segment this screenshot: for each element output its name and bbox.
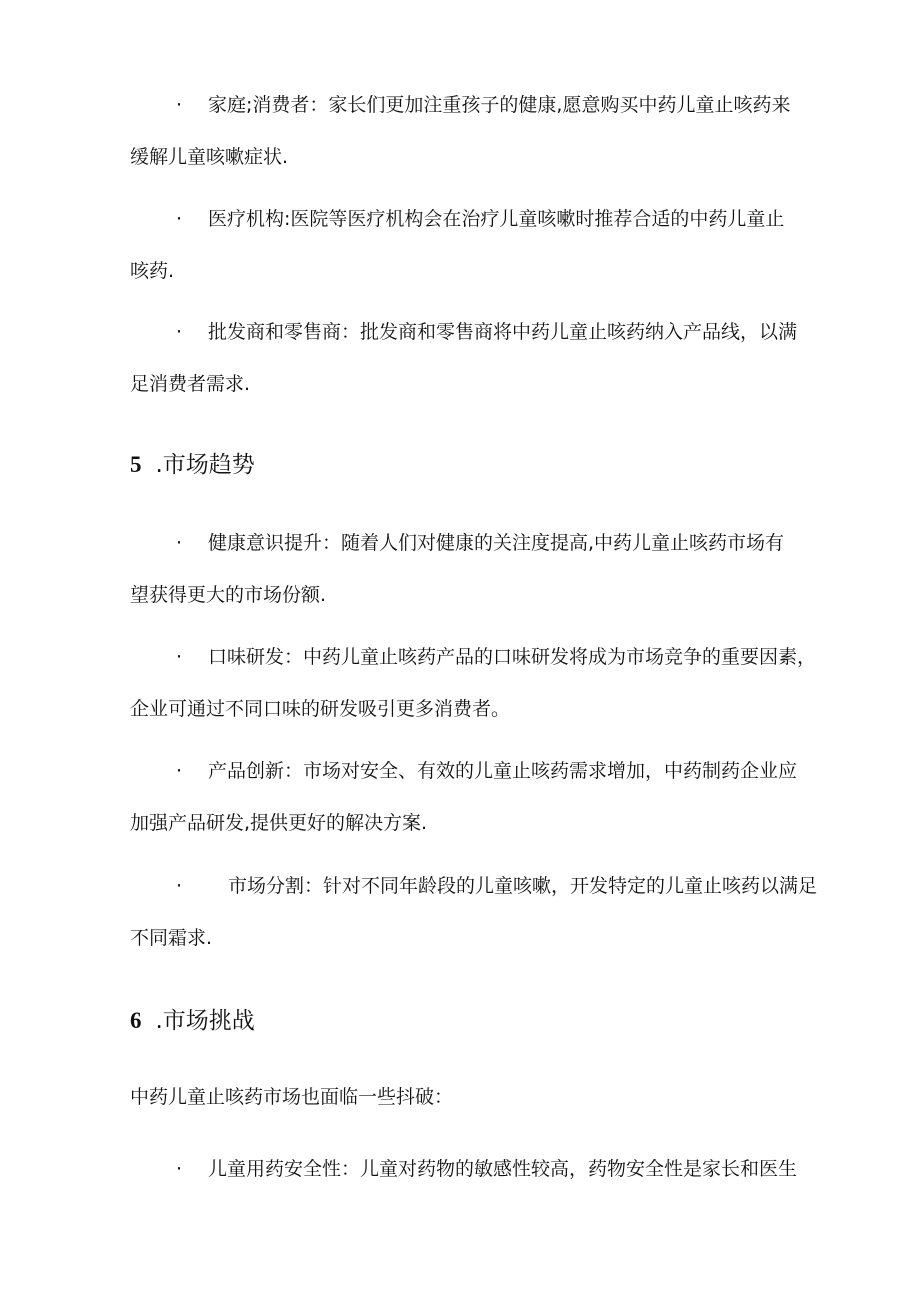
- list-item-text: 医疗机构:医院等医疗机构会在治疗儿童咳嗽时推荐合适的中药儿童止: [208, 208, 785, 230]
- list-item-line-2: 不同霜求.: [130, 927, 213, 949]
- bullet-dot: ·: [176, 321, 183, 343]
- list-item-line-2: 缓解儿童咳嗽症状.: [130, 146, 289, 168]
- list-item-line-2: 咳药.: [130, 260, 175, 282]
- list-item-text: 健康意识提升：随着人们对健康的关注度提高,中药儿童止咳药市场有: [208, 532, 785, 554]
- bullet-dot: ·: [176, 875, 183, 897]
- list-item-text: 儿童用药安全性：儿童对药物的敏感性较高，药物安全性是家长和医生: [208, 1158, 798, 1180]
- section-intro-paragraph: 中药儿童止咳药市场也面临一些抖破：: [130, 1086, 454, 1108]
- list-item-line-1: [130, 517, 800, 569]
- bullet-dot: ·: [176, 532, 183, 554]
- list-item-line-1: [130, 193, 800, 245]
- list-item-text: 产品创新：市场对安全、有效的儿童止咳药需求增加，中药制药企业应: [208, 760, 798, 782]
- list-item-wholesalers-retailers: [130, 306, 800, 410]
- bullet-dot: ·: [176, 208, 183, 230]
- list-item-line-2: 望获得更大的市场份额.: [130, 584, 327, 606]
- list-item-household-consumers: [130, 79, 800, 183]
- list-item-line-1: [130, 79, 800, 131]
- section-heading-market-challenges: [130, 1004, 255, 1038]
- list-item-line-1: [130, 306, 800, 358]
- list-item-text: 批发商和零售商：批发商和零售商将中药儿童止咳药纳入产品线，以满: [208, 321, 798, 343]
- section-title: .市场挑战: [155, 1008, 255, 1034]
- section-title: .市场趋势: [155, 452, 255, 478]
- bullet-dot: ·: [176, 1158, 183, 1180]
- list-item-medical-institutions: [130, 193, 800, 297]
- list-item-text: 市场分割：针对不同年龄段的儿童咳嗽，开发特定的儿童止咳药以满足: [228, 875, 818, 897]
- section-number: 5: [130, 452, 142, 477]
- list-item-child-drug-safety: [130, 1143, 800, 1195]
- list-item-line-1: [130, 1143, 800, 1195]
- section-heading-market-trends: [130, 448, 255, 482]
- bullet-dot: ·: [176, 94, 183, 116]
- list-item-market-segmentation: [130, 860, 818, 964]
- list-item-text: 家庭;消费者：家长们更加注重孩子的健康,愿意购买中药儿童止咳药来: [208, 94, 791, 116]
- list-item-product-innovation: [130, 745, 800, 849]
- list-item-line-2: 足消费者需求.: [130, 373, 251, 395]
- list-item-line-2: 企业可通过不同口味的研发吸引更多消费者。: [130, 698, 511, 720]
- list-item-line-1: [130, 860, 818, 912]
- list-item-text: 口味研发：中药儿童止咳药产品的口味研发将成为市场竞争的重要因素，: [208, 646, 817, 668]
- bullet-dot: ·: [176, 760, 183, 782]
- bullet-dot: ·: [176, 646, 183, 668]
- list-item-flavor-development: [130, 631, 817, 735]
- list-item-line-1: [130, 631, 817, 683]
- list-item-health-awareness: [130, 517, 800, 621]
- list-item-line-2: 加强产品研发,提供更好的解决方案.: [130, 812, 428, 834]
- list-item-line-1: [130, 745, 800, 797]
- section-number: 6: [130, 1008, 142, 1033]
